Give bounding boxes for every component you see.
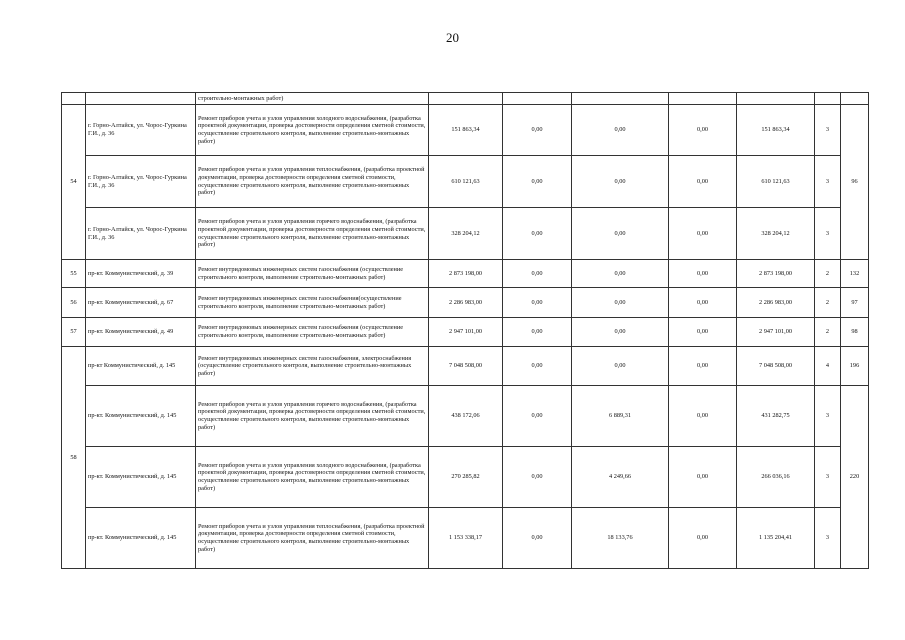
works-table: [61, 92, 869, 569]
table-row: [62, 260, 869, 288]
table-row: [62, 93, 869, 105]
value-cell: 98: [841, 318, 869, 347]
address-cell: пр-кт. Коммунистический, д. 145: [86, 447, 196, 508]
value-cell: 2 286 983,00: [737, 288, 815, 318]
value-cell: 0,00: [572, 347, 669, 386]
value-cell: 0,00: [669, 347, 737, 386]
value-cell: [815, 93, 841, 105]
value-cell: 18 133,76: [572, 508, 669, 569]
value-cell: [572, 93, 669, 105]
work-description-cell: Ремонт приборов учета и узлов управления горячего водоснабжения, (разработка проектной документации, проверка достоверности определения сметной стоимости, осуществление строительного контроля, выполнение строительно-монтажных работ): [196, 208, 429, 260]
value-cell: 0,00: [572, 105, 669, 156]
value-cell: [503, 93, 572, 105]
total-cost-cell: 2 947 101,00: [429, 318, 503, 347]
value-cell: 0,00: [669, 105, 737, 156]
row-number-cell: 54: [62, 105, 86, 260]
value-cell: 0,00: [572, 288, 669, 318]
value-cell: 0,00: [669, 156, 737, 208]
address-cell: г. Горно-Алтайск, ул. Чорос-Гуркина Г.И., д. 36: [86, 156, 196, 208]
page-number: 20: [446, 30, 459, 45]
table-row: [62, 288, 869, 318]
work-description-cell: Ремонт приборов учета и узлов управления теплоснабжения, (разработка проектной документации, проверка достоверности определения сметной стоимости, осуществление строительного контроля, выполнение строительно-монтажных работ): [196, 156, 429, 208]
row-number-cell: 58: [62, 347, 86, 569]
total-cost-cell: 1 153 338,17: [429, 508, 503, 569]
value-cell: 3: [815, 208, 841, 260]
value-cell: 3: [815, 508, 841, 569]
value-cell: 0,00: [572, 260, 669, 288]
address-cell: г. Горно-Алтайск, ул. Чорос-Гуркина Г.И., д. 36: [86, 208, 196, 260]
value-cell: 0,00: [572, 208, 669, 260]
table-row: [62, 347, 869, 386]
total-cost-cell: 7 048 508,00: [429, 347, 503, 386]
address-cell: пр-кт. Коммунистический, д. 49: [86, 318, 196, 347]
work-description-cell: строительно-монтажных работ): [196, 93, 429, 105]
work-description-cell: Ремонт внутридомовых инженерных систем газоснабжения (осуществление строительного контроля, выполнение строительно-монтажных работ): [196, 318, 429, 347]
address-cell: пр-кт. Коммунистический, д. 145: [86, 386, 196, 447]
address-cell: пр-кт Коммунистический, д. 145: [86, 347, 196, 386]
value-cell: 0,00: [503, 386, 572, 447]
total-cost-cell: 151 863,34: [429, 105, 503, 156]
table-row: [62, 156, 869, 208]
value-cell: 0,00: [503, 347, 572, 386]
value-cell: 4: [815, 347, 841, 386]
value-cell: 2: [815, 260, 841, 288]
value-cell: 3: [815, 156, 841, 208]
table-row: [62, 447, 869, 508]
address-cell: г. Горно-Алтайск, ул. Чорос-Гуркина Г.И., д. 36: [86, 105, 196, 156]
table-row: [62, 386, 869, 447]
value-cell: 0,00: [572, 318, 669, 347]
work-description-cell: Ремонт внутридомовых инженерных систем газоснабжения(осуществление строительного контроля, выполнение строительно-монтажных работ): [196, 288, 429, 318]
total-cost-cell: 270 285,82: [429, 447, 503, 508]
value-cell: 97: [841, 288, 869, 318]
work-description-cell: Ремонт приборов учета и узлов управления теплоснабжения, (разработка проектной документации, проверка достоверности определения сметной стоимости, осуществление строительного контроля, выполнение строительно-монтажных работ): [196, 508, 429, 569]
value-cell: 431 282,75: [737, 386, 815, 447]
value-cell: 0,00: [669, 208, 737, 260]
value-cell: 0,00: [669, 386, 737, 447]
value-cell: 3: [815, 386, 841, 447]
value-cell: 132: [841, 260, 869, 288]
value-cell: 0,00: [503, 208, 572, 260]
value-cell: 0,00: [503, 288, 572, 318]
value-cell: 328 204,12: [737, 208, 815, 260]
value-cell: 0,00: [503, 156, 572, 208]
value-cell: [669, 93, 737, 105]
value-cell: 3: [815, 447, 841, 508]
value-cell: 96: [841, 105, 869, 260]
work-description-cell: Ремонт внутридомовых инженерных систем газоснабжения, электроснабжения (осуществление строительного контроля, выполнение строительно-монтажных работ): [196, 347, 429, 386]
table-row: [62, 208, 869, 260]
value-cell: 2: [815, 318, 841, 347]
value-cell: 151 863,34: [737, 105, 815, 156]
value-cell: 0,00: [669, 260, 737, 288]
address-cell: пр-кт. Коммунистический, д. 39: [86, 260, 196, 288]
value-cell: 610 121,63: [737, 156, 815, 208]
value-cell: 0,00: [572, 156, 669, 208]
value-cell: 0,00: [503, 260, 572, 288]
value-cell: 0,00: [503, 508, 572, 569]
row-number-cell: 55: [62, 260, 86, 288]
row-number-cell: [62, 93, 86, 105]
value-cell: 0,00: [503, 105, 572, 156]
value-cell: 1 135 204,41: [737, 508, 815, 569]
value-cell: 0,00: [669, 288, 737, 318]
work-description-cell: Ремонт внутридомовых инженерных систем газоснабжения (осуществление строительного контроля, выполнение строительно-монтажных работ): [196, 260, 429, 288]
value-cell: 0,00: [669, 508, 737, 569]
value-cell: [841, 93, 869, 105]
value-cell: [737, 93, 815, 105]
row-number-cell: 57: [62, 318, 86, 347]
work-description-cell: Ремонт приборов учета и узлов управления холодного водоснабжения, (разработка проектной документации, проверка достоверности определения сметной стоимости, осуществление строительного контроля, выполнение строительно-монтажных работ): [196, 105, 429, 156]
value-cell: 266 036,16: [737, 447, 815, 508]
total-cost-cell: 328 204,12: [429, 208, 503, 260]
value-cell: 6 889,31: [572, 386, 669, 447]
value-cell: 7 048 508,00: [737, 347, 815, 386]
value-cell: 4 249,66: [572, 447, 669, 508]
work-description-cell: Ремонт приборов учета и узлов управления горячего водоснабжения, (разработка проектной документации, проверка достоверности определения сметной стоимости, осуществление строительного контроля, выполнение строительно-монтажных работ): [196, 386, 429, 447]
total-cost-cell: 438 172,06: [429, 386, 503, 447]
total-cost-cell: [429, 93, 503, 105]
value-cell: 2 947 101,00: [737, 318, 815, 347]
table-row: [62, 105, 869, 156]
address-cell: пр-кт. Коммунистический, д. 67: [86, 288, 196, 318]
total-cost-cell: 610 121,63: [429, 156, 503, 208]
value-cell: 0,00: [503, 318, 572, 347]
row-number-cell: 56: [62, 288, 86, 318]
address-cell: пр-кт. Коммунистический, д. 145: [86, 508, 196, 569]
work-description-cell: Ремонт приборов учета и узлов управления холодного водоснабжения, (разработка проектной документации, проверка достоверности определения сметной стоимости, осуществление строительного контроля, выполнение строительно-монтажных работ): [196, 447, 429, 508]
value-cell: 2 873 198,00: [737, 260, 815, 288]
value-cell: 2: [815, 288, 841, 318]
address-cell: [86, 93, 196, 105]
table-row: [62, 318, 869, 347]
value-cell: 196: [841, 347, 869, 386]
value-cell: 0,00: [503, 447, 572, 508]
total-cost-cell: 2 873 198,00: [429, 260, 503, 288]
value-cell: 3: [815, 105, 841, 156]
value-cell: 0,00: [669, 447, 737, 508]
value-cell: 0,00: [669, 318, 737, 347]
total-cost-cell: 2 286 983,00: [429, 288, 503, 318]
table-row: [62, 508, 869, 569]
value-cell: 220: [841, 386, 869, 569]
